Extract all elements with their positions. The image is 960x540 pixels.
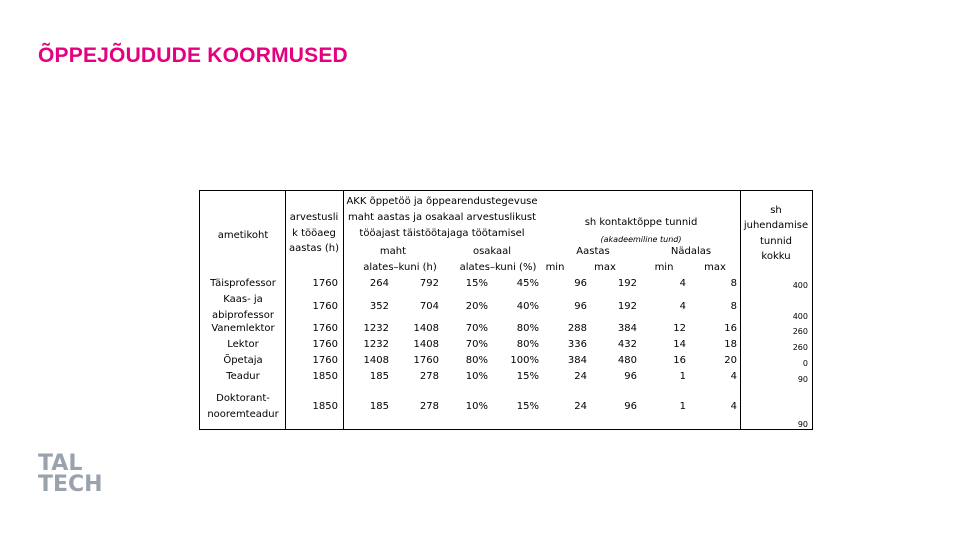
header-akk-line1: AKK õppetöö ja õppearendustegevuse [346,196,538,207]
row-osakaal-max: 40% [516,301,539,312]
row-nadalas-min: 1 [679,401,686,412]
row-title: Kaas- ja [223,294,263,305]
header-arvestuslik-line2: k tööaeg [292,228,336,239]
header-arvestuslik-line1: arvestusli [289,212,339,223]
column-divider [285,191,286,429]
row-nadalas-max: 16 [724,323,737,334]
header-kontakt: sh kontaktõppe tunnid [584,217,698,228]
header-nadalas-max: max [704,262,726,273]
row-title-line2: abiprofessor [212,310,274,321]
row-maht-max: 278 [419,401,439,412]
workload-table [199,190,813,430]
column-divider [343,191,344,429]
row-title: Lektor [227,339,259,350]
row-aastas-min: 336 [567,339,587,350]
row-aastas-min: 24 [574,371,587,382]
row-osakaal-max: 15% [516,371,539,382]
row-aastas-max: 96 [624,401,637,412]
row-title: Doktorant- [216,393,270,404]
row-aastas-max: 432 [617,339,637,350]
row-aastas-max: 192 [617,278,637,289]
row-nadalas-max: 4 [730,401,737,412]
row-aastas-max: 384 [617,323,637,334]
row-maht-max: 1408 [413,323,439,334]
row-maht-max: 792 [419,278,439,289]
row-maht-min: 352 [369,301,389,312]
row-aastas-min: 288 [567,323,587,334]
row-nadalas-min: 14 [673,339,686,350]
header-akadeemiline: (akadeemiline tund) [600,235,682,244]
row-nadalas-min: 4 [679,301,686,312]
row-maht-min: 1232 [363,323,389,334]
row-hours: 1760 [312,355,338,366]
header-juhendamine-line2: juhendamise [743,220,809,231]
row-hours: 1760 [312,323,338,334]
row-nadalas-min: 12 [673,323,686,334]
row-juhendamine: 0 [802,359,808,368]
row-aastas-min: 24 [574,401,587,412]
header-nadalas-min: min [654,262,674,273]
row-aastas-min: 384 [567,355,587,366]
header-aastas: Aastas [576,246,610,257]
header-maht: maht [379,246,407,257]
row-aastas-min: 96 [574,301,587,312]
column-divider [740,191,741,429]
row-nadalas-max: 8 [730,301,737,312]
taltech-logo [38,453,103,495]
header-arvestuslik-line3: aastas (h) [288,243,340,254]
row-hours: 1760 [312,339,338,350]
row-juhendamine: 260 [792,343,808,352]
header-aastas-max: max [594,262,616,273]
logo-line1: TAL [38,451,83,476]
row-nadalas-min: 16 [673,355,686,366]
row-nadalas-max: 20 [724,355,737,366]
row-maht-min: 185 [369,371,389,382]
row-juhendamine: 400 [792,312,808,321]
header-juhendamine-line1: sh [770,205,782,216]
row-aastas-max: 96 [624,371,637,382]
row-nadalas-max: 8 [730,278,737,289]
row-hours: 1850 [312,401,338,412]
row-osakaal-min: 20% [465,301,488,312]
row-osakaal-max: 80% [516,323,539,334]
header-osakaal: osakaal [472,246,512,257]
row-juhendamine: 260 [792,327,808,336]
row-hours: 1760 [312,301,338,312]
row-osakaal-min: 10% [465,401,488,412]
row-maht-min: 264 [369,278,389,289]
row-nadalas-max: 18 [724,339,737,350]
row-osakaal-min: 70% [465,339,488,350]
row-nadalas-max: 4 [730,371,737,382]
row-juhendamine: 400 [792,281,808,290]
header-juhendamine-line4: kokku [761,251,791,262]
row-aastas-min: 96 [574,278,587,289]
slide-title: ÕPPEJÕUDUDE KOORMUSED [38,44,348,67]
row-aastas-max: 192 [617,301,637,312]
row-osakaal-min: 15% [465,278,488,289]
row-maht-max: 1408 [413,339,439,350]
row-juhendamine: 90 [797,375,808,384]
row-nadalas-min: 1 [679,371,686,382]
header-ametikoht: ametikoht [217,230,269,241]
row-maht-max: 278 [419,371,439,382]
row-juhendamine: 90 [797,420,808,429]
row-maht-min: 185 [369,401,389,412]
header-nadalas: Nädalas [670,246,712,257]
row-title: Õpetaja [223,355,263,366]
row-nadalas-min: 4 [679,278,686,289]
row-osakaal-min: 80% [465,355,488,366]
header-juhendamine-line3: tunnid [759,236,793,247]
row-osakaal-min: 70% [465,323,488,334]
row-title: Vanemlektor [211,323,275,334]
header-akk-line3: tööajast täistöötajaga töötamisel [359,228,525,239]
row-hours: 1850 [312,371,338,382]
header-akk-line2: maht aastas ja osakaal arvestuslikust [347,212,537,223]
row-osakaal-max: 15% [516,401,539,412]
row-maht-max: 1760 [413,355,439,366]
logo-line2: TECH [38,472,103,497]
row-maht-min: 1232 [363,339,389,350]
row-maht-min: 1408 [363,355,389,366]
header-osakaal-range: alates–kuni (%) [459,262,537,273]
row-osakaal-max: 45% [516,278,539,289]
header-maht-range: alates–kuni (h) [363,262,437,273]
row-title: Teadur [226,371,260,382]
row-osakaal-max: 80% [516,339,539,350]
row-maht-max: 704 [419,301,439,312]
row-aastas-max: 480 [617,355,637,366]
row-hours: 1760 [312,278,338,289]
row-title-line2: nooremteadur [207,409,279,420]
row-title: Täisprofessor [210,278,276,289]
row-osakaal-min: 10% [465,371,488,382]
header-aastas-min: min [545,262,565,273]
row-osakaal-max: 100% [510,355,539,366]
